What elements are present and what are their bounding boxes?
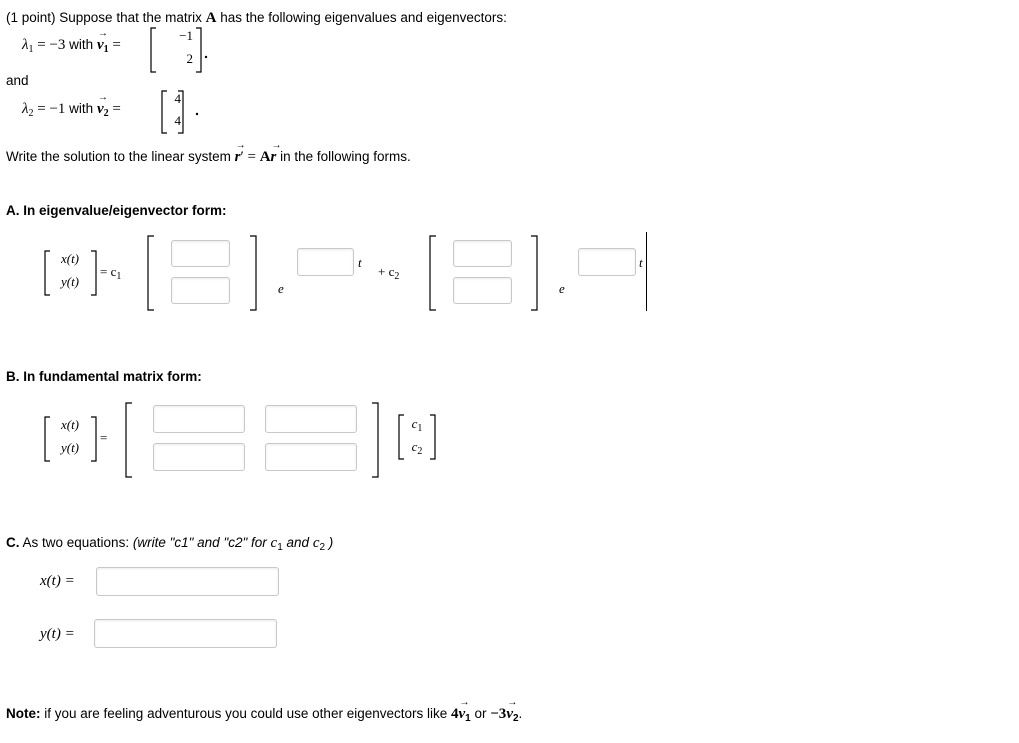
- lambda1-subscript: 1: [28, 44, 34, 55]
- part-a-eq-c1-text: = c: [100, 264, 117, 279]
- part-a-plus-c2: [378, 264, 399, 282]
- part-b-equals: =: [100, 430, 108, 445]
- part-a-heading-text: A. In eigenvalue/eigenvector form:: [6, 203, 227, 218]
- part-c-heading: [6, 535, 333, 553]
- part-c-x-input[interactable]: [96, 567, 279, 596]
- part-a-t2: t: [639, 255, 643, 270]
- part-a-plus-c2-text: + c: [378, 264, 395, 279]
- part-b-matrix-r2c2-input[interactable]: [265, 443, 357, 471]
- note-text: if you are feeling adventurous you could use other eigenvectors like: [40, 706, 451, 721]
- v2-entry-2: 4: [174, 113, 181, 128]
- part-b-c1: [404, 416, 430, 434]
- part-c-y-input[interactable]: [94, 619, 277, 648]
- part-a-c1-sub: 1: [116, 271, 122, 282]
- note-v1: → v: [459, 706, 466, 723]
- v1-entry-1: −1: [179, 28, 193, 43]
- system-instruction: [6, 149, 411, 166]
- part-a-vector1-entry2-input[interactable]: [171, 277, 230, 304]
- with-word-2: with: [69, 101, 94, 116]
- part-c-and: and: [282, 535, 313, 550]
- lambda2-expression: $\lambda_2 = -1$ with → $v_2$ =: [22, 101, 121, 119]
- note-v2: → v: [506, 706, 513, 723]
- part-a-e1: e: [278, 281, 284, 296]
- part-c-x-label: x(t) =: [40, 573, 75, 589]
- lambda2-value: = −1: [37, 101, 66, 117]
- v1-symbol: → v: [97, 37, 104, 54]
- lambda1-value: = −3: [37, 37, 66, 53]
- note-or: or: [470, 706, 491, 721]
- part-a-vector1-entry1-input[interactable]: [171, 240, 230, 267]
- part-c-heading-label: C.: [6, 535, 20, 550]
- part-b-c2-sub: 2: [417, 446, 423, 457]
- problem-intro: [6, 10, 507, 27]
- part-a-vector2-entry1-input[interactable]: [453, 240, 512, 267]
- part-a-t1: t: [358, 255, 362, 270]
- part-c-c2: c: [312, 535, 320, 551]
- part-b-x-label: x(t): [60, 417, 80, 432]
- v1-subscript: 1: [103, 44, 109, 55]
- part-a-e2: e: [559, 281, 565, 296]
- intro-text-post: has the following eigenvalues and eigenvectors:: [216, 10, 507, 25]
- r-vector-symbol-rhs: → r: [271, 149, 277, 166]
- system-text-post: in the following forms.: [276, 149, 411, 164]
- part-a-eq-c1: [100, 264, 121, 282]
- lambda1-symbol: λ: [22, 37, 29, 53]
- part-c-close: ): [325, 535, 334, 550]
- part-b-y-label: y(t): [60, 440, 80, 455]
- and-text: and: [6, 73, 29, 88]
- part-c-c1-sub: 1: [277, 542, 283, 553]
- lambda1-expression: $\lambda_1 = -3$ with → $v_1$ =: [22, 37, 121, 55]
- note-end: .: [518, 706, 523, 721]
- part-c-heading-italic: (write "c1" and "c2" for: [132, 535, 271, 550]
- part-a-heading: [6, 203, 227, 218]
- v2-symbol: → v: [97, 101, 104, 118]
- part-b-matrix-r2c1-input[interactable]: [153, 443, 245, 471]
- lambda2-symbol: λ: [22, 101, 29, 117]
- part-a-y-label: y(t): [60, 274, 80, 289]
- part-b-c2-symbol: c: [411, 439, 418, 454]
- part-c-y-label: y(t) =: [40, 626, 75, 642]
- v2-subscript: 2: [103, 108, 109, 119]
- part-c-c2-sub: 2: [319, 542, 326, 553]
- part-b-c1-symbol: c: [411, 416, 418, 431]
- lambda2-subscript: 2: [28, 108, 34, 119]
- intro-text-pre: (1 point) Suppose that the matrix: [6, 10, 206, 25]
- part-a-vector2-entry2-input[interactable]: [453, 277, 512, 304]
- system-prime-equals: ′ =: [240, 149, 260, 165]
- note-mult2: −3: [490, 706, 507, 722]
- part-b-matrix-r1c2-input[interactable]: [265, 405, 357, 433]
- part-c-heading-text: As two equations:: [19, 535, 133, 550]
- part-a-exponent1-input[interactable]: [297, 248, 354, 276]
- note-line: [6, 706, 522, 724]
- part-b-heading-text: B. In fundamental matrix form:: [6, 369, 202, 384]
- part-b-c2: [404, 439, 430, 457]
- matrix-a-symbol: A: [205, 10, 217, 26]
- part-a-c2-sub: 2: [394, 271, 400, 282]
- v1-entry-2: 2: [186, 51, 193, 66]
- with-word: with: [69, 37, 94, 52]
- note-v2-sub: 2: [512, 713, 519, 724]
- system-text-pre: Write the solution to the linear system: [6, 149, 235, 164]
- part-a-right-edge-line: [646, 232, 647, 311]
- note-v1-sub: 1: [465, 713, 471, 724]
- part-b-c1-sub: 1: [417, 423, 423, 434]
- note-label: Note:: [6, 706, 41, 721]
- part-c-c1: c: [270, 535, 278, 551]
- note-mult1: 4: [451, 706, 459, 722]
- part-b-matrix-r1c1-input[interactable]: [153, 405, 245, 433]
- part-b-heading: [6, 369, 202, 384]
- part-a-x-label: x(t): [60, 251, 80, 266]
- r-vector-symbol: → r: [235, 149, 241, 166]
- part-a-exponent2-input[interactable]: [578, 248, 636, 276]
- system-matrix-a: A: [259, 149, 271, 165]
- v2-entry-1: 4: [174, 91, 181, 106]
